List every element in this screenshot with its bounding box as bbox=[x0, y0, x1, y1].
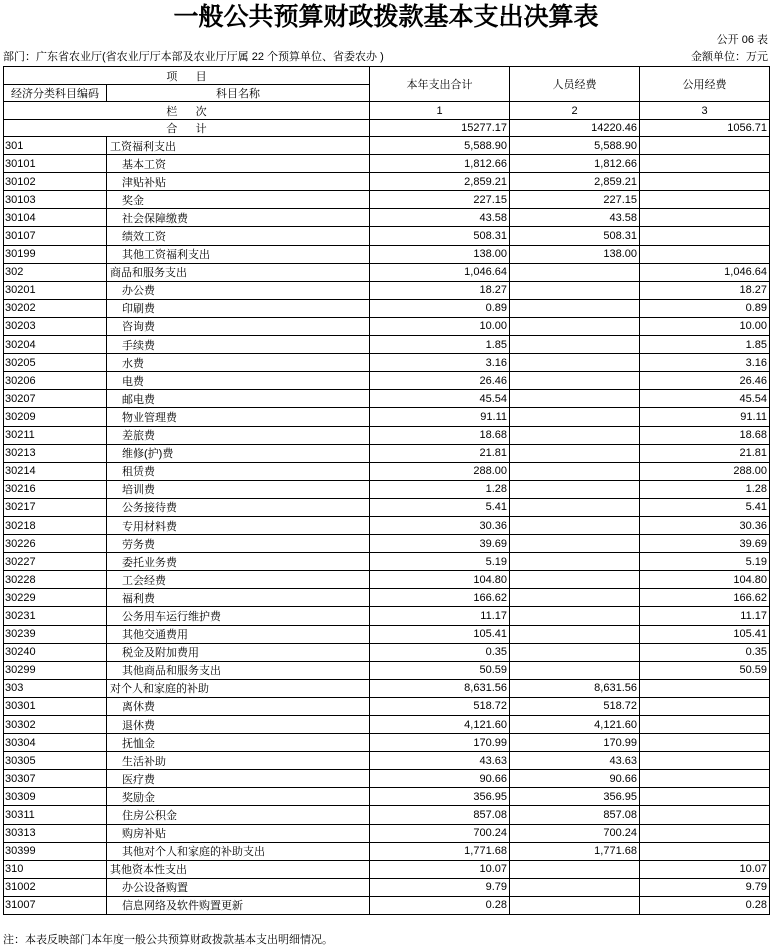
header-personnel-expense: 人员经费 bbox=[510, 67, 640, 102]
economic-code-cell: 30107 bbox=[4, 227, 107, 245]
total-expenditure-cell: 1,046.64 bbox=[370, 264, 510, 282]
personnel-expense-cell bbox=[510, 607, 640, 625]
header-public-expense: 公用经费 bbox=[640, 67, 770, 102]
total-expenditure-cell: 3.16 bbox=[370, 354, 510, 372]
public-expense-cell: 45.54 bbox=[640, 390, 770, 408]
sum-public-expense: 1056.71 bbox=[640, 120, 770, 137]
personnel-expense-cell: 1,771.68 bbox=[510, 843, 640, 861]
total-expenditure-cell: 1,771.68 bbox=[370, 843, 510, 861]
personnel-expense-cell bbox=[510, 589, 640, 607]
personnel-expense-cell bbox=[510, 499, 640, 517]
personnel-expense-cell bbox=[510, 300, 640, 318]
total-expenditure-cell: 2,859.21 bbox=[370, 173, 510, 191]
public-expense-cell bbox=[640, 227, 770, 245]
table-row bbox=[4, 861, 770, 879]
subject-name-cell: 工会经费 bbox=[107, 571, 370, 589]
table-row bbox=[4, 662, 770, 680]
economic-code-cell: 30226 bbox=[4, 535, 107, 553]
subject-name-cell: 其他商品和服务支出 bbox=[107, 662, 370, 680]
header-total-expenditure: 本年支出合计 bbox=[370, 67, 510, 102]
personnel-expense-cell bbox=[510, 571, 640, 589]
public-expense-cell: 21.81 bbox=[640, 445, 770, 463]
public-expense-cell bbox=[640, 770, 770, 788]
subject-name-cell: 电费 bbox=[107, 372, 370, 390]
table-row bbox=[4, 246, 770, 264]
total-expenditure-cell: 43.63 bbox=[370, 752, 510, 770]
personnel-expense-cell: 8,631.56 bbox=[510, 680, 640, 698]
table-row bbox=[4, 354, 770, 372]
table-row bbox=[4, 734, 770, 752]
public-expense-cell bbox=[640, 752, 770, 770]
personnel-expense-cell bbox=[510, 644, 640, 662]
total-expenditure-cell: 700.24 bbox=[370, 825, 510, 843]
total-expenditure-cell: 8,631.56 bbox=[370, 680, 510, 698]
personnel-expense-cell bbox=[510, 463, 640, 481]
table-row bbox=[4, 137, 770, 155]
total-expenditure-cell: 5.41 bbox=[370, 499, 510, 517]
public-expense-cell: 5.41 bbox=[640, 499, 770, 517]
public-expense-cell bbox=[640, 173, 770, 191]
public-expense-cell: 26.46 bbox=[640, 372, 770, 390]
total-expenditure-cell: 11.17 bbox=[370, 607, 510, 625]
economic-code-cell: 30239 bbox=[4, 626, 107, 644]
economic-code-cell: 30206 bbox=[4, 372, 107, 390]
public-expense-cell: 10.00 bbox=[640, 318, 770, 336]
total-expenditure-cell: 138.00 bbox=[370, 246, 510, 264]
subject-name-cell: 福利费 bbox=[107, 589, 370, 607]
subject-name-cell: 其他资本性支出 bbox=[107, 861, 370, 879]
personnel-expense-cell bbox=[510, 481, 640, 499]
economic-code-cell: 30307 bbox=[4, 770, 107, 788]
personnel-expense-cell: 857.08 bbox=[510, 806, 640, 824]
public-expense-cell bbox=[640, 246, 770, 264]
table-note: 注：本表反映部门本年度一般公共预算财政拨款基本支出明细情况。 bbox=[3, 934, 333, 946]
economic-code-cell: 30240 bbox=[4, 644, 107, 662]
subject-name-cell: 劳务费 bbox=[107, 535, 370, 553]
total-expenditure-cell: 104.80 bbox=[370, 571, 510, 589]
public-expense-cell: 18.68 bbox=[640, 427, 770, 445]
personnel-expense-cell bbox=[510, 336, 640, 354]
personnel-expense-cell: 138.00 bbox=[510, 246, 640, 264]
economic-code-cell: 30209 bbox=[4, 408, 107, 426]
subject-name-cell: 退休费 bbox=[107, 716, 370, 734]
table-row bbox=[4, 752, 770, 770]
public-expense-cell: 288.00 bbox=[640, 463, 770, 481]
subject-name-cell: 基本工资 bbox=[107, 155, 370, 173]
public-expense-cell: 0.28 bbox=[640, 897, 770, 915]
table-row bbox=[4, 445, 770, 463]
economic-code-cell: 30301 bbox=[4, 698, 107, 716]
economic-code-cell: 310 bbox=[4, 861, 107, 879]
subject-name-cell: 水费 bbox=[107, 354, 370, 372]
total-expenditure-cell: 90.66 bbox=[370, 770, 510, 788]
table-row bbox=[4, 336, 770, 354]
table-row bbox=[4, 571, 770, 589]
subject-name-cell: 印刷费 bbox=[107, 300, 370, 318]
subject-name-cell: 住房公积金 bbox=[107, 806, 370, 824]
form-number: 公开 06 表 bbox=[716, 34, 768, 46]
table-row bbox=[4, 698, 770, 716]
column-index-1: 1 bbox=[370, 102, 510, 120]
public-expense-cell: 105.41 bbox=[640, 626, 770, 644]
public-expense-cell bbox=[640, 698, 770, 716]
table-row bbox=[4, 408, 770, 426]
table-row bbox=[4, 607, 770, 625]
table-row bbox=[4, 155, 770, 173]
economic-code-cell: 30216 bbox=[4, 481, 107, 499]
header-subject-name: 科目名称 bbox=[107, 85, 370, 102]
total-expenditure-cell: 0.28 bbox=[370, 897, 510, 915]
total-expenditure-cell: 10.07 bbox=[370, 861, 510, 879]
sum-label: 合 计 bbox=[4, 120, 370, 137]
table-row bbox=[4, 843, 770, 861]
table-row bbox=[4, 806, 770, 824]
public-expense-cell bbox=[640, 155, 770, 173]
table-row bbox=[4, 264, 770, 282]
public-expense-cell: 39.69 bbox=[640, 535, 770, 553]
total-expenditure-cell: 0.89 bbox=[370, 300, 510, 318]
public-expense-cell bbox=[640, 788, 770, 806]
table-row bbox=[4, 372, 770, 390]
economic-code-cell: 30309 bbox=[4, 788, 107, 806]
subject-name-cell: 奖励金 bbox=[107, 788, 370, 806]
public-expense-cell bbox=[640, 716, 770, 734]
total-expenditure-cell: 1.85 bbox=[370, 336, 510, 354]
total-expenditure-cell: 5,588.90 bbox=[370, 137, 510, 155]
column-index-2: 2 bbox=[510, 102, 640, 120]
table-row bbox=[4, 481, 770, 499]
economic-code-cell: 302 bbox=[4, 264, 107, 282]
personnel-expense-cell bbox=[510, 408, 640, 426]
total-expenditure-cell: 5.19 bbox=[370, 553, 510, 571]
public-expense-cell bbox=[640, 680, 770, 698]
personnel-expense-cell bbox=[510, 861, 640, 879]
subject-name-cell: 税金及附加费用 bbox=[107, 644, 370, 662]
subject-name-cell: 差旅费 bbox=[107, 427, 370, 445]
total-expenditure-cell: 18.68 bbox=[370, 427, 510, 445]
subject-name-cell: 工资福利支出 bbox=[107, 137, 370, 155]
economic-code-cell: 30201 bbox=[4, 282, 107, 300]
public-expense-cell: 166.62 bbox=[640, 589, 770, 607]
table-row bbox=[4, 300, 770, 318]
total-expenditure-cell: 50.59 bbox=[370, 662, 510, 680]
economic-code-cell: 30231 bbox=[4, 607, 107, 625]
economic-code-cell: 31007 bbox=[4, 897, 107, 915]
table-row bbox=[4, 825, 770, 843]
table-row bbox=[4, 463, 770, 481]
table-row bbox=[4, 427, 770, 445]
total-expenditure-cell: 10.00 bbox=[370, 318, 510, 336]
table-row bbox=[4, 644, 770, 662]
subject-name-cell: 医疗费 bbox=[107, 770, 370, 788]
subject-name-cell: 邮电费 bbox=[107, 390, 370, 408]
economic-code-cell: 30213 bbox=[4, 445, 107, 463]
total-expenditure-cell: 91.11 bbox=[370, 408, 510, 426]
subject-name-cell: 奖金 bbox=[107, 191, 370, 209]
total-expenditure-cell: 18.27 bbox=[370, 282, 510, 300]
total-expenditure-cell: 21.81 bbox=[370, 445, 510, 463]
economic-code-cell: 30313 bbox=[4, 825, 107, 843]
public-expense-cell: 104.80 bbox=[640, 571, 770, 589]
subject-name-cell: 其他交通费用 bbox=[107, 626, 370, 644]
personnel-expense-cell bbox=[510, 535, 640, 553]
economic-code-cell: 30302 bbox=[4, 716, 107, 734]
economic-code-cell: 30399 bbox=[4, 843, 107, 861]
total-expenditure-cell: 1,812.66 bbox=[370, 155, 510, 173]
total-expenditure-cell: 227.15 bbox=[370, 191, 510, 209]
economic-code-cell: 30304 bbox=[4, 734, 107, 752]
table-row bbox=[4, 897, 770, 915]
total-expenditure-cell: 0.35 bbox=[370, 644, 510, 662]
total-expenditure-cell: 30.36 bbox=[370, 517, 510, 535]
table-body bbox=[4, 137, 770, 915]
personnel-expense-cell bbox=[510, 553, 640, 571]
personnel-expense-cell bbox=[510, 427, 640, 445]
subject-name-cell: 物业管理费 bbox=[107, 408, 370, 426]
table-row bbox=[4, 227, 770, 245]
table-row bbox=[4, 680, 770, 698]
table-row bbox=[4, 553, 770, 571]
personnel-expense-cell bbox=[510, 354, 640, 372]
report-title: 一般公共预算财政拨款基本支出决算表 bbox=[173, 4, 599, 31]
column-index-label: 栏 次 bbox=[4, 102, 370, 120]
economic-code-cell: 30229 bbox=[4, 589, 107, 607]
personnel-expense-cell bbox=[510, 390, 640, 408]
public-expense-cell: 91.11 bbox=[640, 408, 770, 426]
total-expenditure-cell: 170.99 bbox=[370, 734, 510, 752]
personnel-expense-cell: 43.63 bbox=[510, 752, 640, 770]
total-expenditure-cell: 508.31 bbox=[370, 227, 510, 245]
public-expense-cell bbox=[640, 191, 770, 209]
economic-code-cell: 30211 bbox=[4, 427, 107, 445]
department-label: 部门：广东省农业厅(省农业厅厅本部及农业厅厅属 22 个预算单位、省委农办 ) bbox=[3, 51, 384, 63]
subject-name-cell: 培训费 bbox=[107, 481, 370, 499]
personnel-expense-cell bbox=[510, 897, 640, 915]
public-expense-cell: 1.85 bbox=[640, 336, 770, 354]
personnel-expense-cell: 518.72 bbox=[510, 698, 640, 716]
subject-name-cell: 生活补助 bbox=[107, 752, 370, 770]
public-expense-cell: 10.07 bbox=[640, 861, 770, 879]
header-item: 项 目 bbox=[4, 67, 370, 85]
total-expenditure-cell: 857.08 bbox=[370, 806, 510, 824]
subject-name-cell: 购房补贴 bbox=[107, 825, 370, 843]
public-expense-cell bbox=[640, 825, 770, 843]
personnel-expense-cell: 508.31 bbox=[510, 227, 640, 245]
subject-name-cell: 委托业务费 bbox=[107, 553, 370, 571]
total-expenditure-cell: 43.58 bbox=[370, 209, 510, 227]
public-expense-cell: 30.36 bbox=[640, 517, 770, 535]
public-expense-cell: 0.89 bbox=[640, 300, 770, 318]
personnel-expense-cell: 227.15 bbox=[510, 191, 640, 209]
amount-unit-label: 金额单位：万元 bbox=[691, 51, 768, 63]
table-row bbox=[4, 517, 770, 535]
economic-code-cell: 30214 bbox=[4, 463, 107, 481]
economic-code-cell: 30103 bbox=[4, 191, 107, 209]
economic-code-cell: 30207 bbox=[4, 390, 107, 408]
subject-name-cell: 办公设备购置 bbox=[107, 879, 370, 897]
table-row bbox=[4, 318, 770, 336]
economic-code-cell: 30217 bbox=[4, 499, 107, 517]
personnel-expense-cell: 1,812.66 bbox=[510, 155, 640, 173]
economic-code-cell: 30228 bbox=[4, 571, 107, 589]
economic-code-cell: 303 bbox=[4, 680, 107, 698]
economic-code-cell: 30104 bbox=[4, 209, 107, 227]
subject-name-cell: 其他对个人和家庭的补助支出 bbox=[107, 843, 370, 861]
subject-name-cell: 维修(护)费 bbox=[107, 445, 370, 463]
personnel-expense-cell bbox=[510, 517, 640, 535]
table-row bbox=[4, 788, 770, 806]
economic-code-cell: 30202 bbox=[4, 300, 107, 318]
public-expense-cell: 1.28 bbox=[640, 481, 770, 499]
personnel-expense-cell: 356.95 bbox=[510, 788, 640, 806]
personnel-expense-cell bbox=[510, 662, 640, 680]
total-expenditure-cell: 9.79 bbox=[370, 879, 510, 897]
economic-code-cell: 30311 bbox=[4, 806, 107, 824]
economic-code-cell: 30203 bbox=[4, 318, 107, 336]
subject-name-cell: 公务接待费 bbox=[107, 499, 370, 517]
subject-name-cell: 商品和服务支出 bbox=[107, 264, 370, 282]
personnel-expense-cell: 90.66 bbox=[510, 770, 640, 788]
economic-code-cell: 301 bbox=[4, 137, 107, 155]
public-expense-cell bbox=[640, 137, 770, 155]
public-expense-cell: 50.59 bbox=[640, 662, 770, 680]
public-expense-cell: 1,046.64 bbox=[640, 264, 770, 282]
table-row bbox=[4, 499, 770, 517]
personnel-expense-cell: 5,588.90 bbox=[510, 137, 640, 155]
subject-name-cell: 绩效工资 bbox=[107, 227, 370, 245]
expenditure-table bbox=[3, 66, 770, 915]
personnel-expense-cell: 43.58 bbox=[510, 209, 640, 227]
subject-name-cell: 公务用车运行维护费 bbox=[107, 607, 370, 625]
personnel-expense-cell bbox=[510, 318, 640, 336]
subject-name-cell: 对个人和家庭的补助 bbox=[107, 680, 370, 698]
subject-name-cell: 租赁费 bbox=[107, 463, 370, 481]
economic-code-cell: 30101 bbox=[4, 155, 107, 173]
sum-total-expenditure: 15277.17 bbox=[370, 120, 510, 137]
sum-personnel-expense: 14220.46 bbox=[510, 120, 640, 137]
economic-code-cell: 30204 bbox=[4, 336, 107, 354]
economic-code-cell: 30199 bbox=[4, 246, 107, 264]
total-expenditure-cell: 288.00 bbox=[370, 463, 510, 481]
economic-code-cell: 30299 bbox=[4, 662, 107, 680]
table-header bbox=[4, 67, 770, 137]
public-expense-cell: 5.19 bbox=[640, 553, 770, 571]
subject-name-cell: 津贴补贴 bbox=[107, 173, 370, 191]
subject-name-cell: 离休费 bbox=[107, 698, 370, 716]
total-expenditure-cell: 45.54 bbox=[370, 390, 510, 408]
public-expense-cell bbox=[640, 734, 770, 752]
personnel-expense-cell: 2,859.21 bbox=[510, 173, 640, 191]
subject-name-cell: 手续费 bbox=[107, 336, 370, 354]
subject-name-cell: 其他工资福利支出 bbox=[107, 246, 370, 264]
personnel-expense-cell bbox=[510, 626, 640, 644]
economic-code-cell: 30102 bbox=[4, 173, 107, 191]
total-expenditure-cell: 356.95 bbox=[370, 788, 510, 806]
personnel-expense-cell: 4,121.60 bbox=[510, 716, 640, 734]
personnel-expense-cell bbox=[510, 264, 640, 282]
public-expense-cell: 18.27 bbox=[640, 282, 770, 300]
subject-name-cell: 咨询费 bbox=[107, 318, 370, 336]
column-index-3: 3 bbox=[640, 102, 770, 120]
table-row bbox=[4, 589, 770, 607]
public-expense-cell: 0.35 bbox=[640, 644, 770, 662]
total-expenditure-cell: 105.41 bbox=[370, 626, 510, 644]
table-row bbox=[4, 173, 770, 191]
personnel-expense-cell bbox=[510, 879, 640, 897]
personnel-expense-cell bbox=[510, 282, 640, 300]
subject-name-cell: 抚恤金 bbox=[107, 734, 370, 752]
table-row bbox=[4, 390, 770, 408]
subject-name-cell: 专用材料费 bbox=[107, 517, 370, 535]
economic-code-cell: 30305 bbox=[4, 752, 107, 770]
header-economic-code: 经济分类科目编码 bbox=[4, 85, 107, 102]
public-expense-cell bbox=[640, 806, 770, 824]
public-expense-cell: 9.79 bbox=[640, 879, 770, 897]
public-expense-cell: 11.17 bbox=[640, 607, 770, 625]
public-expense-cell bbox=[640, 209, 770, 227]
total-expenditure-cell: 518.72 bbox=[370, 698, 510, 716]
personnel-expense-cell: 700.24 bbox=[510, 825, 640, 843]
table-row bbox=[4, 191, 770, 209]
economic-code-cell: 30227 bbox=[4, 553, 107, 571]
personnel-expense-cell bbox=[510, 372, 640, 390]
personnel-expense-cell bbox=[510, 445, 640, 463]
personnel-expense-cell: 170.99 bbox=[510, 734, 640, 752]
economic-code-cell: 30218 bbox=[4, 517, 107, 535]
public-expense-cell: 3.16 bbox=[640, 354, 770, 372]
table-row bbox=[4, 626, 770, 644]
subject-name-cell: 信息网络及软件购置更新 bbox=[107, 897, 370, 915]
total-expenditure-cell: 1.28 bbox=[370, 481, 510, 499]
total-expenditure-cell: 39.69 bbox=[370, 535, 510, 553]
table-row bbox=[4, 535, 770, 553]
total-expenditure-cell: 4,121.60 bbox=[370, 716, 510, 734]
table-row bbox=[4, 879, 770, 897]
table-row bbox=[4, 716, 770, 734]
table-row bbox=[4, 770, 770, 788]
subject-name-cell: 社会保障缴费 bbox=[107, 209, 370, 227]
public-expense-cell bbox=[640, 843, 770, 861]
table-row bbox=[4, 209, 770, 227]
economic-code-cell: 30205 bbox=[4, 354, 107, 372]
total-expenditure-cell: 26.46 bbox=[370, 372, 510, 390]
table-row bbox=[4, 282, 770, 300]
total-expenditure-cell: 166.62 bbox=[370, 589, 510, 607]
economic-code-cell: 31002 bbox=[4, 879, 107, 897]
subject-name-cell: 办公费 bbox=[107, 282, 370, 300]
